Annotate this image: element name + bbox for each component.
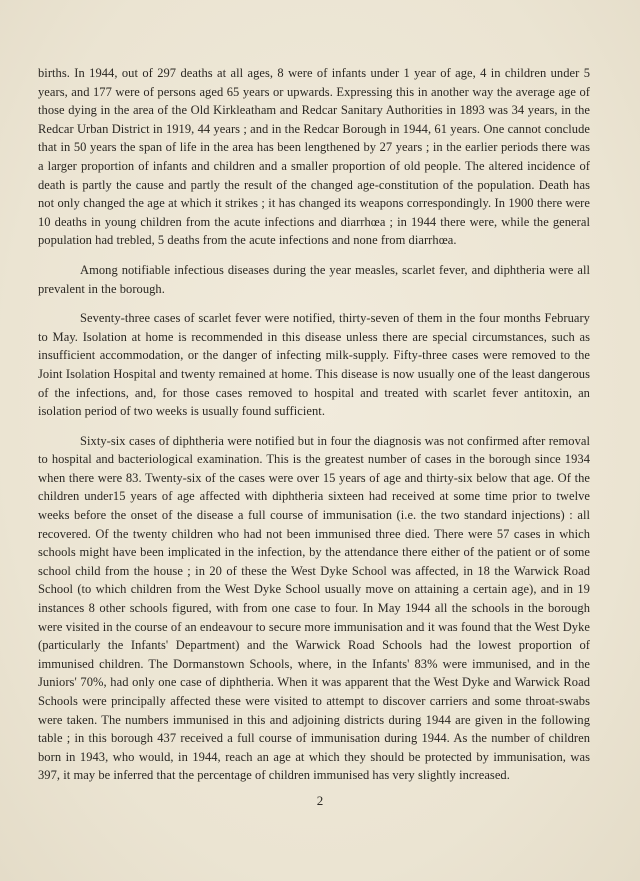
page-number: 2: [316, 793, 324, 808]
paragraph-births: births. In 1944, out of 297 deaths at all ages, 8 were of infants under 1 year of age, 4 in children under 5 years, and 177 were of persons aged 65 years or upwards. Expressing this in another way the average age of those dying in the area of the Old Kirkleatham and Redcar Sanitary Authorities in 1893 was 34 years, in the Redcar Urban District in 1919, 44 years ; and in the Redcar Borough in 1944, 61 years. One cannot conclude that in 50 years the span of life in the area has been lengthened by 27 years ; in the earlier periods there was a larger proportion of infants and children and a smaller proportion of old people. The altered incidence of death is partly the cause and partly the result of the changed age-constitution of the population. Death has not only changed the age at which it strikes ; it has changed its weapons correspondingly. In 1900 there were 10 deaths in young children from the acute infections and diarrhœa ; in 1944 there were, while the general population had trebled, 5 deaths from the acute infections and none from diarrhœa.: [38, 66, 590, 248]
body-text: [38, 64, 590, 796]
paragraph-diphtheria: Sixty-six cases of diphtheria were notified but in four the diagnosis was not confirmed after removal to hospital and bacteriological examination. This is the greatest number of cases in the borough since 1934 when there were 83. Twenty-six of the cases were over 15 years of age and thirty-six below that age. Of the children under15 years of age affected with diphtheria sixteen had received at some time prior to twelve weeks before the onset of the disease a full course of immunisation (i.e. the two standard injections) : all recovered. Of the twenty children who had not been immunised three died. There were 57 cases in which schools might have been implicated in the infection, by the attendance there either of the patient or of some school child from the house ; in 20 of these the West Dyke School was affected, in 18 the Warwick Road School (to which children from the West Dyke School usually move on attaining a certain age), and in 19 instances 8 other schools figured, with from one case to four. In May 1944 all the schools in the borough were visited in the course of an endeavour to secure more immunisation and it was found that the West Dyke (particularly the Infants' Department) and the Warwick Road Schools had the lowest proportion of immunised children. The Dormanstown Schools, where, in the Infants' 83% were immunised, and in the Juniors' 70%, had only one case of diphtheria. When it was apparent that the West Dyke and Warwick Road Schools were principally affected these were visited to attempt to discover carriers and some throat-swabs were taken. The numbers immunised in this and adjoining districts during 1944 are given in the following table ; in this borough 437 received a full course of immunisation during 1944. As the number of children born in 1943, who would, in 1944, reach an age at which they should be protected by immunisation, was 397, it may be inferred that the percentage of children immunised has very slightly increased.: [38, 433, 590, 783]
paragraph-notifiable-diseases: Among notifiable infectious diseases during the year measles, scarlet fever, and diphtheria were all prevalent in the borough.: [38, 262, 590, 296]
paragraph-scarlet-fever: Seventy-three cases of scarlet fever were notified, thirty-seven of them in the four months February to May. Isolation at home is recommended in this disease unless there are special circumstances, such as insufficient accommodation, or the danger of infecting milk-supply. Fifty-three cases were removed to the Joint Isolation Hospital and twenty remained at home. This disease is now usually one of the least dangerous of the infections, and, for those cases removed to hospital and treated with scarlet fever antitoxin, an isolation period of two weeks is usually found sufficient.: [38, 311, 590, 419]
